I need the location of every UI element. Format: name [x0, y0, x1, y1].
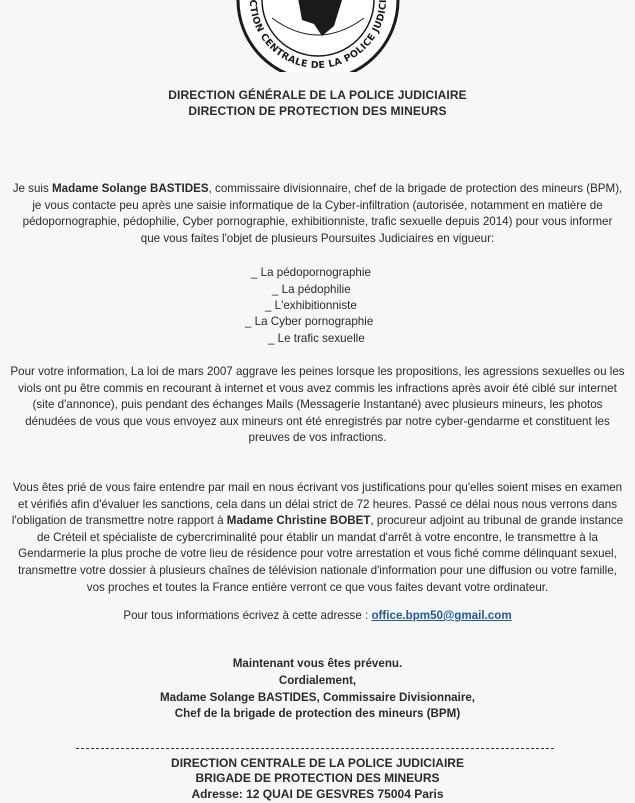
- police-seal-logo: [218, 0, 418, 72]
- footer-separator: [76, 748, 554, 749]
- header-line-2: DIRECTION DE PROTECTION DES MINEURS: [188, 104, 447, 118]
- footer-line-2: BRIGADE DE PROTECTION DES MINEURS: [195, 771, 440, 785]
- charge-item: _ La Cyber pornographie: [245, 315, 374, 328]
- charge-item: _ L'exhibitionniste: [265, 299, 357, 312]
- signature-line-4: Chef de la brigade de protection des mineurs (BPM): [174, 707, 461, 720]
- charge-item: _ La pédopornographie: [251, 266, 371, 279]
- info-paragraph: Pour votre information, La loi de mars 2007 aggrave les peines lorsque les propositions, les agressions sexuelles ou les viols ont pu être commis en recourant à internet et vous avez commis les infractions après avoir été ciblé sur internet (site d'annonce), puis pendant des échanges Mails (Messagerie Instantané) avec plusieurs mineurs, les photos dénudées de vous que vous envoyez aux mineurs ont été enregistrés par notre cyber-gendarme et constituent les preuves de vos infractions.: [10, 365, 625, 445]
- footer-address: Adresse: 12 QUAI DE GESVRES 75004 Paris: [191, 787, 444, 801]
- signature-line-3: Madame Solange BASTIDES, Commissaire Divisionnaire,: [159, 691, 476, 704]
- signature-line-2: Cordialement,: [278, 674, 357, 687]
- footer-line-1: DIRECTION CENTRALE DE LA POLICE JUDICIAIRE: [171, 756, 464, 770]
- logo-ring-text: CTION CENTRALE DE LA POLICE JUDICI: [246, 0, 390, 72]
- signature-line-1: Maintenant vous êtes prévenu.: [232, 657, 403, 670]
- request-paragraph: Vous êtes prié de vous faire entendre par mail en nous écrivant vos justifications pour qu'elles soient mises en examen et vérifiés afin d'évaluer les sanctions, cela dans un délai strict de 72 heures. Passé ce délai nous nous verrons dans l'obligation de transmettre notre rapport à Madame Christine BOBET, procureur adjoint au tribunal de grande instance de Créteil et spécialiste de cybercriminalité pour établir un mandat d'arrêt à votre encontre, le transmettre à la Gendarmerie la plus proche de votre lieu de résidence pour votre arrestation et vous fiché comme délinquant sexuel, transmettre votre dossier à plusieurs chaînes de télévision nationale d'information pour une diffusion ou votre famille, vos proches et toutes la France entière verront ce que vous faites devant votre ordinateur.: [11, 481, 624, 594]
- intro-paragraph: Je suis Madame Solange BASTIDES, commissaire divisionnaire, chef de la brigade de protection des mineurs (BPM), je vous contacte peu après une saisie informatique de la Cyber-infiltration (autorisée, notamment en matière de pédopornographie, pédophilie, Cyber pornographie, exhibitionniste, trafic sexuelle depuis 2014) pour vous informer que vous faites l'objet de plusieurs Poursuites Judiciaires en vigueur:: [12, 182, 623, 245]
- header-line-1: DIRECTION GÉNÉRALE DE LA POLICE JUDICIAIRE: [168, 88, 467, 102]
- contact-email-link[interactable]: office.bpm50@gmail.com: [371, 609, 512, 622]
- charge-item: _ La pédophilie: [272, 283, 351, 296]
- officer-name: Madame Solange BASTIDES: [52, 182, 209, 195]
- contact-line: Pour tous informations écrivez à cette adresse : office.bpm50@gmail.com: [123, 609, 512, 622]
- charge-item: _ Le trafic sexuelle: [268, 332, 365, 345]
- prosecutor-name: Madame Christine BOBET: [226, 514, 371, 528]
